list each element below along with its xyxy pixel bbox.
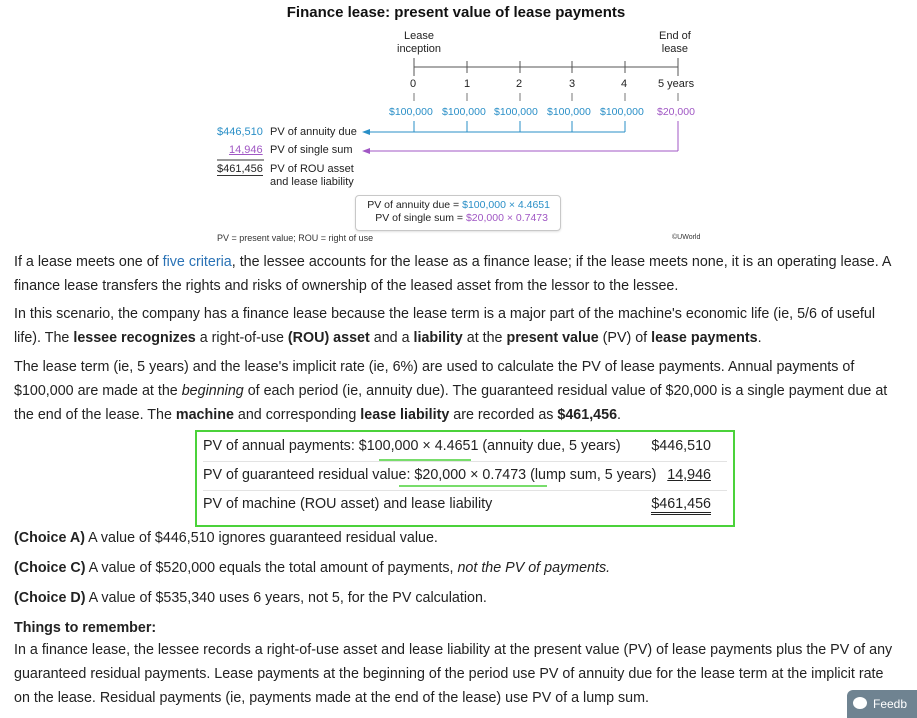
lease-figure — [0, 0, 903, 248]
single-arrow-head — [362, 148, 370, 154]
lease-inception-label: Lease inception — [397, 30, 442, 55]
remember-title: Things to remember: — [14, 620, 157, 636]
figure-title: Finance lease: present value of lease payments — [286, 4, 626, 21]
pv-annuity-label: PV of annuity due — [270, 126, 357, 138]
five-criteria-link[interactable]: five criteria — [162, 254, 232, 270]
period-label-2: 2 — [516, 78, 523, 90]
calc-separator-2 — [203, 490, 727, 491]
calculation-table — [195, 430, 735, 527]
formula-annuity-row: PV of annuity due = $100,000 × 4.4651 — [367, 199, 550, 211]
payment-2: $100,000 — [494, 106, 538, 118]
pv-single-label: PV of single sum — [270, 144, 353, 156]
feedback-label: Feedb — [873, 697, 908, 711]
payment-4: $100,000 — [600, 106, 644, 118]
choice-a-explanation: (Choice A) A value of $446,510 ignores guaranteed residual value. — [14, 530, 438, 546]
calc-row-annual-value: $446,510 — [651, 438, 711, 454]
formula-single-row: PV of single sum = $20,000 × 0.7473 — [375, 212, 548, 224]
remember-text: In a finance lease, the lessee records a right-of-use asset and lease liability at the present value (PV) of lease payments plus the PV of any guaranteed residual payments. Lease payments at the beginning of the period use PV of annuity due for the lease term at the implicit rate on the lease. Residual payments (ie, payments made at the end of the lease) use PV of a lump sum. — [14, 642, 893, 706]
choice-d-explanation: (Choice D) A value of $535,340 uses 6 years, not 5, for the PV calculation. — [14, 590, 487, 606]
pv-total-value: $461,456 — [217, 163, 263, 175]
calc-row-total-value: $461,456 — [651, 496, 711, 515]
chat-bubble-icon — [853, 697, 867, 709]
paragraph-scenario: In this scenario, the company has a finance lease because the lease term is a major part of the machine's economic life (ie, 5/6 of useful life). The lessee recognizes a right-of-use (ROU) asset and a liability at the present value (PV) of lease payments. — [14, 306, 876, 346]
end-of-lease-label: End of lease — [659, 30, 691, 55]
period-label-5: 5 years — [658, 78, 695, 90]
calc-row-total-label: PV of machine (ROU asset) and lease liability — [203, 496, 493, 512]
payment-0: $100,000 — [389, 106, 433, 118]
copyright-mark: ©UWorld — [672, 234, 701, 241]
period-label-1: 1 — [464, 78, 471, 90]
payment-3: $100,000 — [547, 106, 591, 118]
annuity-arrow-head — [362, 129, 370, 135]
calc-separator-1 — [203, 461, 727, 462]
paragraph-calculation: The lease term (ie, 5 years) and the lease's implicit rate (ie, 6%) are used to calculate the PV of lease payments. Annual payments of $100,000 are made at the beginning of each period (ie, annuity due). The guaranteed residual value of $20,000 is a single payment due at the end of the lease. The machine and corresponding lease liability are recorded as $461,456. — [14, 359, 888, 423]
pv-single-value: 14,946 — [229, 144, 263, 156]
calc-row-annual-label: PV of annual payments: $100,000 × 4.4651 (annuity due, 5 years) — [203, 438, 621, 454]
calc-row-residual-value: 14,946 — [667, 467, 711, 483]
period-label-4: 4 — [621, 78, 628, 90]
paragraph-criteria: If a lease meets one of five criteria, the lessee accounts for the lease as a finance lease; if the lease meets none, it is an operating lease. A finance lease transfers the rights and risks of ownership of the leased asset from the lessor to the lessee. — [14, 254, 891, 294]
period-label-0: 0 — [410, 78, 417, 90]
choice-c-explanation: (Choice C) A value of $520,000 equals the total amount of payments, not the PV of payments. — [14, 560, 611, 576]
period-label-3: 3 — [569, 78, 576, 90]
feedback-button[interactable] — [847, 690, 917, 718]
calc-row-residual-label: PV of guaranteed residual value: $20,000 × 0.7473 (lump sum, 5 years) — [203, 467, 657, 483]
pv-formula-box — [355, 195, 561, 231]
figure-footnote: PV = present value; ROU = right of use — [217, 233, 374, 243]
pv-total-label: PV of ROU asset and lease liability — [270, 163, 354, 188]
payment-1: $100,000 — [442, 106, 486, 118]
residual-payment: $20,000 — [657, 106, 695, 118]
pv-annuity-value: $446,510 — [217, 126, 263, 138]
